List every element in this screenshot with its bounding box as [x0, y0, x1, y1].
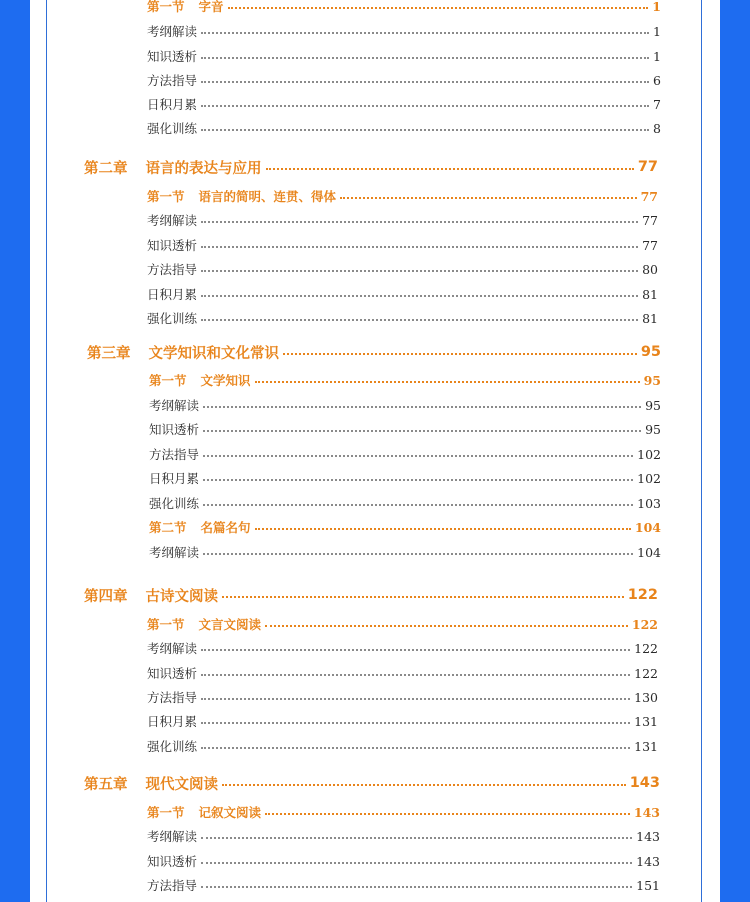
page-number: 77 — [642, 237, 658, 253]
dot-leader — [203, 430, 641, 432]
dot-leader — [201, 81, 649, 83]
dot-leader — [201, 57, 649, 59]
toc-item-title: 日积月累 — [147, 287, 198, 302]
toc-item-row — [149, 469, 661, 487]
toc-section-row — [147, 187, 658, 205]
section-number: 第一节 — [147, 189, 185, 204]
toc-section-label — [147, 0, 224, 15]
page-number: 130 — [634, 689, 658, 705]
toc-item-title: 考纲解读 — [147, 213, 198, 228]
dot-leader — [201, 862, 632, 864]
dot-leader — [201, 32, 649, 34]
dot-leader — [201, 698, 630, 700]
toc-item-title: 方法指导 — [147, 878, 198, 893]
page-number: 102 — [637, 470, 661, 486]
section-number: 第二节 — [149, 520, 187, 535]
toc-item-row — [147, 737, 658, 755]
toc-chapter-label — [84, 773, 218, 794]
toc-item-row — [149, 420, 661, 438]
dot-leader — [201, 270, 638, 272]
page-number: 151 — [636, 877, 660, 893]
toc-item-row — [149, 543, 661, 561]
toc-item-title: 知识透析 — [147, 238, 198, 253]
toc-item-title: 强化训练 — [147, 121, 198, 136]
toc-item-row — [147, 71, 661, 89]
toc-item-title: 考纲解读 — [149, 545, 200, 560]
toc-item-title: 强化训练 — [149, 496, 200, 511]
dot-leader — [265, 813, 630, 815]
page-number: 143 — [636, 828, 660, 844]
page-number: 95 — [643, 372, 661, 388]
chapter-title: 语言的表达与应用 — [145, 160, 262, 177]
section-title: 文学知识 — [200, 373, 251, 388]
toc-section-label — [147, 615, 261, 633]
toc-item-row — [147, 47, 661, 65]
toc-item-title: 方法指导 — [147, 73, 198, 88]
section-title: 记叙文阅读 — [198, 805, 262, 820]
toc-item-row — [147, 119, 661, 137]
toc-section-row — [149, 518, 661, 536]
chapter-number: 第三章 — [87, 345, 131, 362]
toc-item-title: 知识透析 — [147, 49, 198, 64]
section-number: 第一节 — [147, 805, 185, 820]
page-number: 104 — [634, 519, 661, 535]
page-number: 122 — [634, 640, 658, 656]
toc-item-row — [147, 688, 658, 706]
page-number: 104 — [637, 544, 661, 560]
dot-leader — [203, 504, 633, 506]
toc-chapter-row — [87, 342, 661, 362]
section-title: 名篇名句 — [200, 520, 251, 535]
toc-item-row — [147, 827, 660, 845]
toc-item-row — [147, 309, 658, 327]
toc-item-title: 考纲解读 — [149, 398, 200, 413]
section-title: 文言文阅读 — [198, 617, 262, 632]
page-number: 143 — [636, 853, 660, 869]
toc-section-label — [147, 803, 261, 821]
toc-section-label — [149, 518, 251, 536]
dot-leader — [265, 625, 628, 627]
page-number: 7 — [653, 96, 661, 112]
toc-item-row — [147, 260, 658, 278]
page-number: 1 — [652, 0, 661, 14]
toc-chapter-row — [84, 773, 660, 793]
chapter-number: 第五章 — [84, 776, 128, 793]
page-number: 95 — [640, 344, 661, 360]
page-number: 8 — [653, 120, 661, 136]
toc-item-title: 考纲解读 — [147, 829, 198, 844]
chapter-number: 第二章 — [84, 160, 128, 177]
toc-item-title: 强化训练 — [147, 311, 198, 326]
toc-item-title: 方法指导 — [149, 447, 200, 462]
toc-chapter-label — [87, 342, 279, 363]
page-number: 103 — [637, 495, 661, 511]
toc-item-row — [147, 639, 658, 657]
dot-leader — [283, 353, 637, 355]
section-title: 语言的简明、连贯、得体 — [198, 189, 337, 204]
toc-item-title: 考纲解读 — [147, 641, 198, 656]
page-number: 77 — [640, 188, 658, 204]
toc-item-row — [147, 712, 658, 730]
chapter-title: 现代文阅读 — [145, 776, 218, 793]
toc-item-row — [147, 236, 658, 254]
page-number: 143 — [633, 804, 660, 820]
dot-leader — [201, 295, 638, 297]
page-number: 95 — [645, 397, 661, 413]
dot-leader — [203, 479, 633, 481]
dot-leader — [201, 747, 630, 749]
section-number: 第一节 — [149, 373, 187, 388]
chapter-title: 古诗文阅读 — [145, 588, 218, 605]
toc-section-row — [147, 615, 658, 633]
page-number: 6 — [653, 72, 661, 88]
toc-item-row — [147, 95, 661, 113]
toc-chapter-row — [84, 585, 658, 605]
toc-item-title: 日积月累 — [147, 714, 198, 729]
toc-item-title: 日积月累 — [149, 471, 200, 486]
toc-chapter-label — [84, 585, 218, 606]
toc-section-row — [149, 371, 661, 389]
dot-leader — [201, 319, 638, 321]
toc-item-title: 方法指导 — [147, 262, 198, 277]
toc-item-row — [147, 211, 658, 229]
dot-leader — [255, 381, 640, 383]
toc-item-row — [149, 396, 661, 414]
toc-item-title: 方法指导 — [147, 690, 198, 705]
toc-item-row — [147, 22, 661, 40]
dot-leader — [222, 784, 626, 786]
page-number: 131 — [634, 713, 658, 729]
page-number: 1 — [653, 23, 661, 39]
toc-item-title: 日积月累 — [147, 97, 198, 112]
page-number: 95 — [645, 421, 661, 437]
toc-item-row — [147, 852, 660, 870]
toc-item-title: 知识透析 — [147, 666, 198, 681]
dot-leader — [222, 596, 624, 598]
toc-item-title: 考纲解读 — [147, 24, 198, 39]
toc-item-title: 强化训练 — [147, 739, 198, 754]
chapter-number: 第四章 — [84, 588, 128, 605]
page-number: 1 — [653, 48, 661, 64]
page-number: 102 — [637, 446, 661, 462]
dot-leader — [201, 105, 649, 107]
dot-leader — [201, 722, 630, 724]
toc-item-title: 知识透析 — [149, 422, 200, 437]
dot-leader — [203, 553, 633, 555]
dot-leader — [203, 406, 641, 408]
toc-chapter-label — [84, 157, 262, 178]
toc-item-row — [149, 445, 661, 463]
dot-leader — [340, 197, 637, 199]
page-number: 131 — [634, 738, 658, 754]
dot-leader — [201, 837, 632, 839]
page-number: 80 — [642, 261, 658, 277]
dot-leader — [201, 129, 649, 131]
dot-leader — [201, 649, 630, 651]
section-number: 第一节 — [147, 0, 185, 14]
dot-leader — [201, 221, 638, 223]
section-title: 字音 — [198, 0, 224, 14]
page-number: 143 — [629, 775, 660, 791]
page-number: 77 — [642, 212, 658, 228]
toc-section-row — [147, 803, 660, 821]
chapter-title: 文学知识和文化常识 — [148, 345, 279, 362]
dot-leader — [203, 455, 633, 457]
dot-leader — [255, 528, 631, 530]
page-number: 81 — [642, 286, 658, 302]
toc-section-row — [147, 0, 661, 15]
toc-item-title: 知识透析 — [147, 854, 198, 869]
dot-leader — [228, 7, 649, 9]
dot-leader — [201, 674, 630, 676]
toc-chapter-row — [84, 157, 658, 177]
toc-item-row — [147, 664, 658, 682]
toc-section-label — [147, 187, 336, 205]
toc-item-row — [149, 494, 661, 512]
toc-section-label — [149, 371, 251, 389]
page-number: 77 — [637, 159, 658, 175]
page-number: 122 — [631, 616, 658, 632]
page-number: 81 — [642, 310, 658, 326]
page-number: 122 — [627, 587, 658, 603]
toc-item-row — [147, 876, 660, 894]
toc-item-row — [147, 285, 658, 303]
page-number: 122 — [634, 665, 658, 681]
dot-leader — [201, 886, 632, 888]
section-number: 第一节 — [147, 617, 185, 632]
dot-leader — [266, 168, 634, 170]
dot-leader — [201, 246, 638, 248]
